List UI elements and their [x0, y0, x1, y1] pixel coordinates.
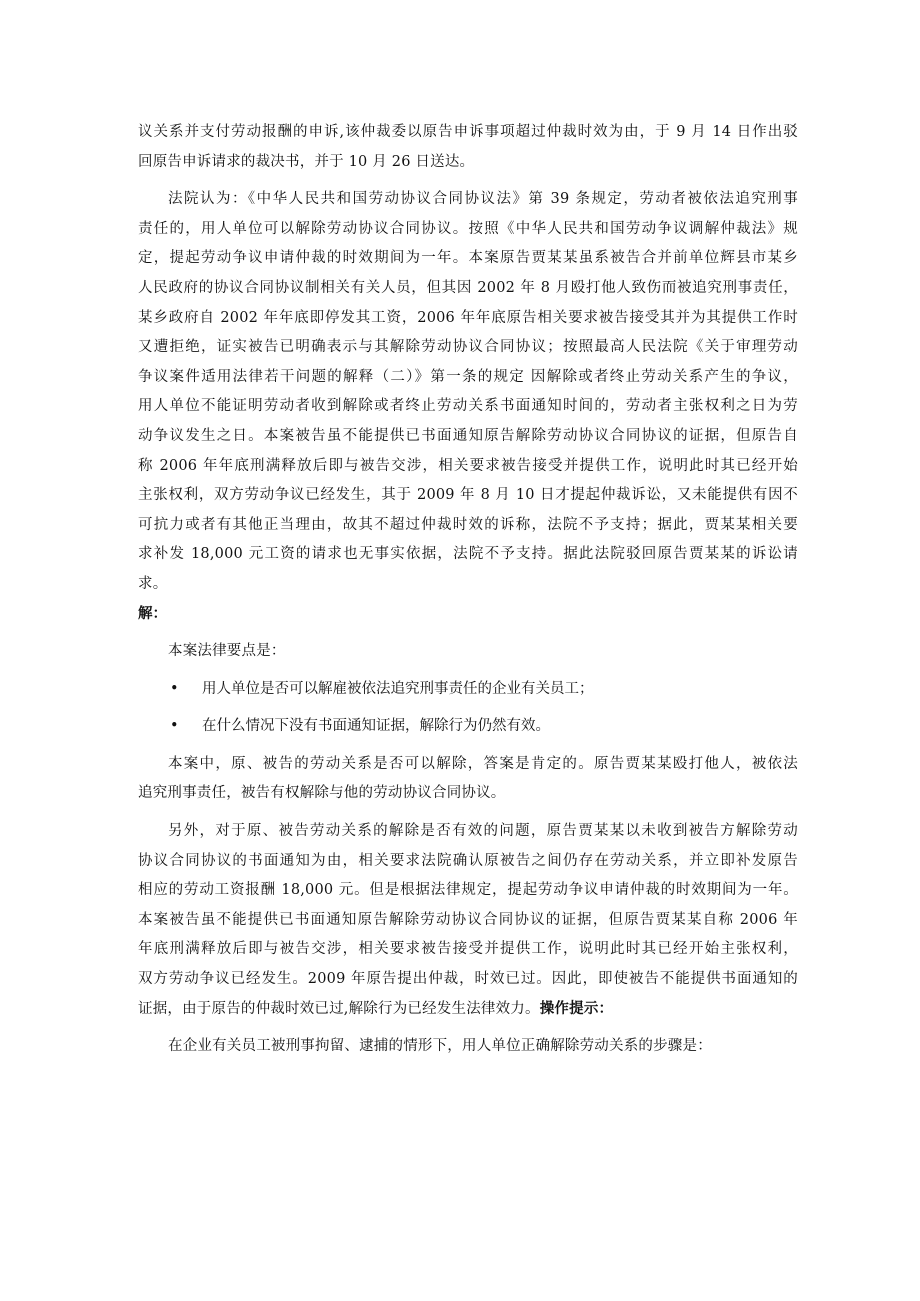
- text-line: 定，提起劳动争议申请仲裁的时效期间为一年。本案原告贾某某虽系被告合并前单位辉县市某乡: [138, 250, 798, 267]
- text-line: 人民政府的协议合同协议制相关有关人员，但其因 2002 年 8 月殴打他人致伤而被追究刑事责任，: [138, 279, 798, 296]
- text-line: 追究刑事责任，被告有权解除与他的劳动协议合同协议。: [138, 785, 506, 802]
- text-line: 可抗力或者有其他正当理由，故其不超过仲裁时效的诉称，法院不予支持；据此，贾某某相关要: [138, 516, 798, 533]
- text-line: [138, 995, 798, 1025]
- bullet-item: [138, 675, 798, 705]
- bullet-text: 在什么情况下没有书面通知证据，解除行为仍然有效。: [202, 718, 550, 735]
- text-line: 双方劳动争议已经发生。2009 年原告提出仲裁，时效已过。因此，即使被告不能提供书面通知的: [138, 971, 798, 988]
- paragraph-3: [138, 750, 798, 809]
- text-line: 某乡政府自 2002 年年底即停发其工资，2006 年年底原告相关要求被告接受其并为其提供工作时: [138, 309, 798, 326]
- operation-tip-heading: 操作提示：: [539, 1000, 614, 1017]
- points-intro: 本案法律要点是：: [168, 643, 286, 660]
- document-page: [138, 118, 798, 1062]
- text-line: 年底刑满释放后即与被告交涉，相关要求被告接受并提供工作，说明此时其已经开始主张权利，: [138, 941, 798, 958]
- text-line: 法院认为：《中华人民共和国劳动协议合同协议法》第 39 条规定，劳动者被依法追究刑事: [168, 191, 798, 208]
- text-line: 本案被告虽不能提供已书面通知原告解除劳动协议合同协议的证据，但原告贾某某自称 2006 年: [138, 911, 798, 928]
- text-line: 本案中，原、被告的劳动关系是否可以解除，答案是肯定的。原告贾某某殴打他人，被依法: [168, 755, 798, 772]
- text-line: 用人单位不能证明劳动者收到解除或者终止劳动关系书面通知时间的，劳动者主张权利之日为劳: [138, 398, 798, 415]
- paragraph-2: [138, 185, 798, 599]
- text-line: 回原告申诉请求的裁决书，并于 10 月 26 日送达。: [138, 153, 475, 170]
- text-line: 争议案件适用法律若干问题的解释（二）》第一条的规定 因解除或者终止劳动关系产生的争议，: [138, 368, 798, 385]
- paragraph-1: [138, 118, 798, 177]
- text-line: 主张权利，双方劳动争议已经发生，其于 2009 年 8 月 10 日才提起仲裁诉讼，又未能提供有因不: [138, 487, 798, 504]
- paragraph-5: [138, 1032, 798, 1062]
- section-heading: 解：: [138, 605, 167, 622]
- text-line: 求。: [138, 575, 168, 592]
- text-line: 责任的，用人单位可以解除劳动协议合同协议。按照《中华人民共和国劳动争议调解仲裁法》规: [138, 220, 798, 237]
- text-line: 动争议发生之日。本案被告虽不能提供已书面通知原告解除劳动协议合同协议的证据，但原告自: [138, 427, 798, 444]
- bullet-icon: •: [170, 718, 179, 735]
- text-line: 协议合同协议的书面通知为由，相关要求法院确认原被告之间仍存在劳动关系，并立即补发原告: [138, 852, 798, 869]
- bullet-icon: •: [170, 680, 179, 697]
- text-line: 相应的劳动工资报酬 18,000 元。但是根据法律规定，提起劳动争议申请仲裁的时效期间为一年。: [138, 882, 798, 899]
- text-span: 证据，由于原告的仲裁时效已过,解除行为已经发生法律效力。: [138, 1000, 540, 1017]
- paragraph-4: [138, 817, 798, 1024]
- text-line: 在企业有关员工被刑事拘留、逮捕的情形下，用人单位正确解除劳动关系的步骤是：: [168, 1038, 712, 1055]
- text-line: 求补发 18,000 元工资的请求也无事实依据，法院不予支持。据此法院驳回原告贾某某的诉讼请: [138, 546, 798, 563]
- text-line: 称 2006 年年底刑满释放后即与被告交涉，相关要求被告接受并提供工作，说明此时其已经开始: [138, 457, 798, 474]
- text-line: 又遭拒绝，证实被告已明确表示与其解除劳动协议合同协议；按照最高人民法院《关于审理劳动: [138, 339, 798, 356]
- bullet-text: 用人单位是否可以解雇被依法追究刑事责任的企业有关员工；: [202, 680, 594, 697]
- bullet-item: [138, 712, 798, 742]
- text-line: 另外，对于原、被告劳动关系的解除是否有效的问题，原告贾某某以未收到被告方解除劳动: [168, 823, 798, 840]
- text-line: 议关系并支付劳动报酬的申诉,该仲裁委以原告申诉事项超过仲裁时效为由，于 9 月 14 日作出驳: [138, 124, 798, 140]
